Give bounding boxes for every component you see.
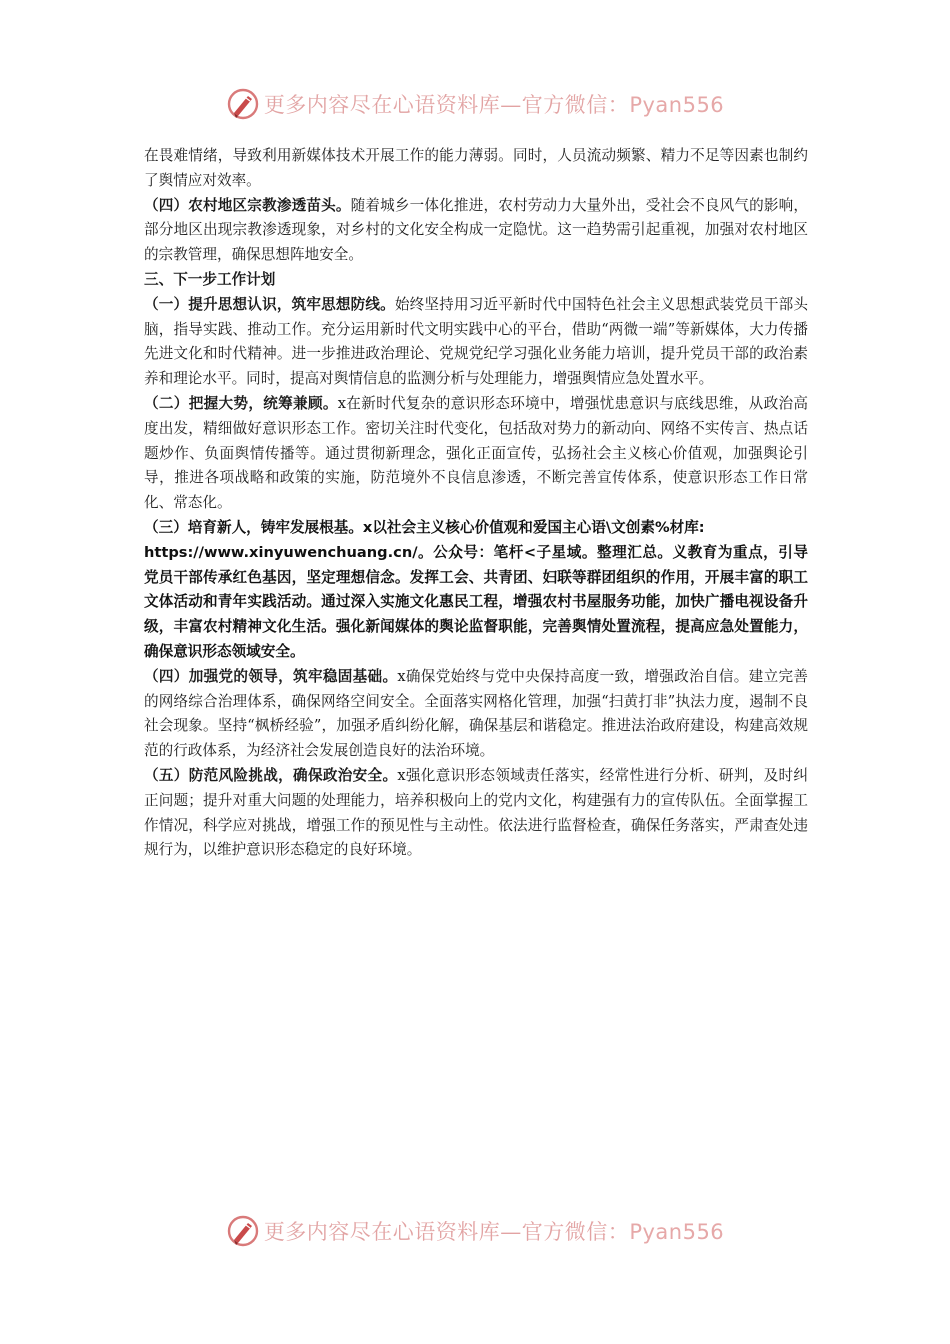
paragraph-sans — [144, 516, 808, 665]
source-url: https://www.xinyuwenchuang.cn/ — [144, 543, 418, 561]
paragraph-heading: （一）提升思想认识，筑牢思想防线。 — [144, 295, 395, 313]
paragraph-body: x以社会主义核心价值观和爱国主心语\文创素%材库: — [362, 518, 705, 536]
paragraph: 在畏难情绪，导致利用新媒体技术开展工作的能力薄弱。同时，人员流动频繁、精力不足等因素也制约了舆情应对效率。 — [144, 147, 808, 189]
banner-text: 更多内容尽在心语资料库—官方微信：Pyan556 — [263, 93, 725, 117]
paragraph — [144, 293, 808, 392]
paragraph-body: x在新时代复杂的意识形态环境中，增强忧患意识与底线思维，从政治高度出发，精细做好意识形态工作。密切关注时代变化，包括敌对势力的新动向、网络不实传言、热点话题炒作、负面舆情传播等。通过贯彻新理念，强化正面宣传，弘扬社会主义核心价值观，加强舆论引导，推进各项战略和政策的实施，防范境外不良信息渗透，不断完善宣传体系，使意识形态工作日常化、常态化。 — [144, 394, 808, 512]
paragraph-heading: （二）把握大势，统筹兼顾。 — [144, 394, 338, 412]
paragraph — [144, 194, 808, 268]
section-heading: 三、下一步工作计划 — [144, 270, 276, 288]
paragraph-body: 始终坚持用习近平新时代中国特色社会主义思想武装党员干部头脑，指导实践、推动工作。充分运用新时代文明实践中心的平台，借助“两微一端”等新媒体，大力传播先进文化和时代精神。进一步推进政治理论、党规党纪学习强化业务能力培训，提升党员干部的政治素养和理论水平。同时，提高对舆情信息的监测分析与处理能力，增强舆情应急处置水平。 — [144, 295, 808, 388]
pen-logo-icon — [226, 1214, 260, 1248]
paragraph — [144, 392, 808, 516]
paragraph-heading: （四）农村地区宗教渗透苗头。 — [144, 196, 351, 214]
wechat-id: Pyan556 — [629, 93, 725, 117]
paragraph — [144, 764, 808, 863]
paragraph-heading: （五）防范风险挑战，确保政治安全。 — [144, 766, 398, 784]
paragraph-body-continued: 。公众号：笔杆<子星域。整理汇总。义教育为重点，引导党员干部传承红色基因，坚定理想信念。发挥工会、共青团、妇联等群团组织的作用，开展丰富的职工文体活动和青年实践活动。通过深入实施文化惠民工程，增强农村书屋服务功能，加快广播电视设备升级，丰富农村精神文化生活。强化新闻媒体的舆论监督职能，完善舆情处置流程，提高应急处置能力，确保意识形态领域安全。 — [144, 543, 808, 660]
paragraph-body: x强化意识形态领域责任落实，经常性进行分析、研判，及时纠正问题；提升对重大问题的处理能力，培养积极向上的党内文化，构建强有力的宣传队伍。全面掌握工作情况，科学应对挑战，增强工作的预见性与主动性。依法进行监督检查，确保任务落实，严肃查处违规行为，以维护意识形态稳定的良好环境。 — [144, 766, 808, 859]
paragraph-heading: （三）培育新人，铸牢发展根基。 — [144, 518, 363, 536]
paragraph-heading: （四）加强党的领导，筑牢稳固基础。 — [144, 667, 398, 685]
paragraph — [144, 665, 808, 764]
paragraph-body: x确保党始终与党中央保持高度一致，增强政治自信。建立完善的网络综合治理体系，确保网络空间安全。全面落实网格化管理，加强“扫黄打非”执法力度，遏制不良社会现象。坚持“枫桥经验”，加强矛盾纠纷化解，确保基层和谐稳定。推进法治政府建设，构建高效规范的行政体系，为经济社会发展创造良好的法治环境。 — [144, 667, 808, 760]
banner-text: 更多内容尽在心语资料库—官方微信：Pyan556 — [263, 1220, 725, 1244]
pen-logo-icon — [226, 87, 260, 121]
wechat-id: Pyan556 — [629, 1220, 725, 1244]
header-watermark-banner — [0, 84, 950, 124]
footer-watermark-banner — [0, 1211, 950, 1251]
paragraph-body: 随着城乡一体化推进，农村劳动力大量外出，受社会不良风气的影响，部分地区出现宗教渗透现象，对乡村的文化安全构成一定隐忧。这一趋势需引起重视，加强对农村地区的宗教管理，确保思想阵地安全。 — [144, 196, 808, 264]
document-body — [144, 144, 808, 863]
